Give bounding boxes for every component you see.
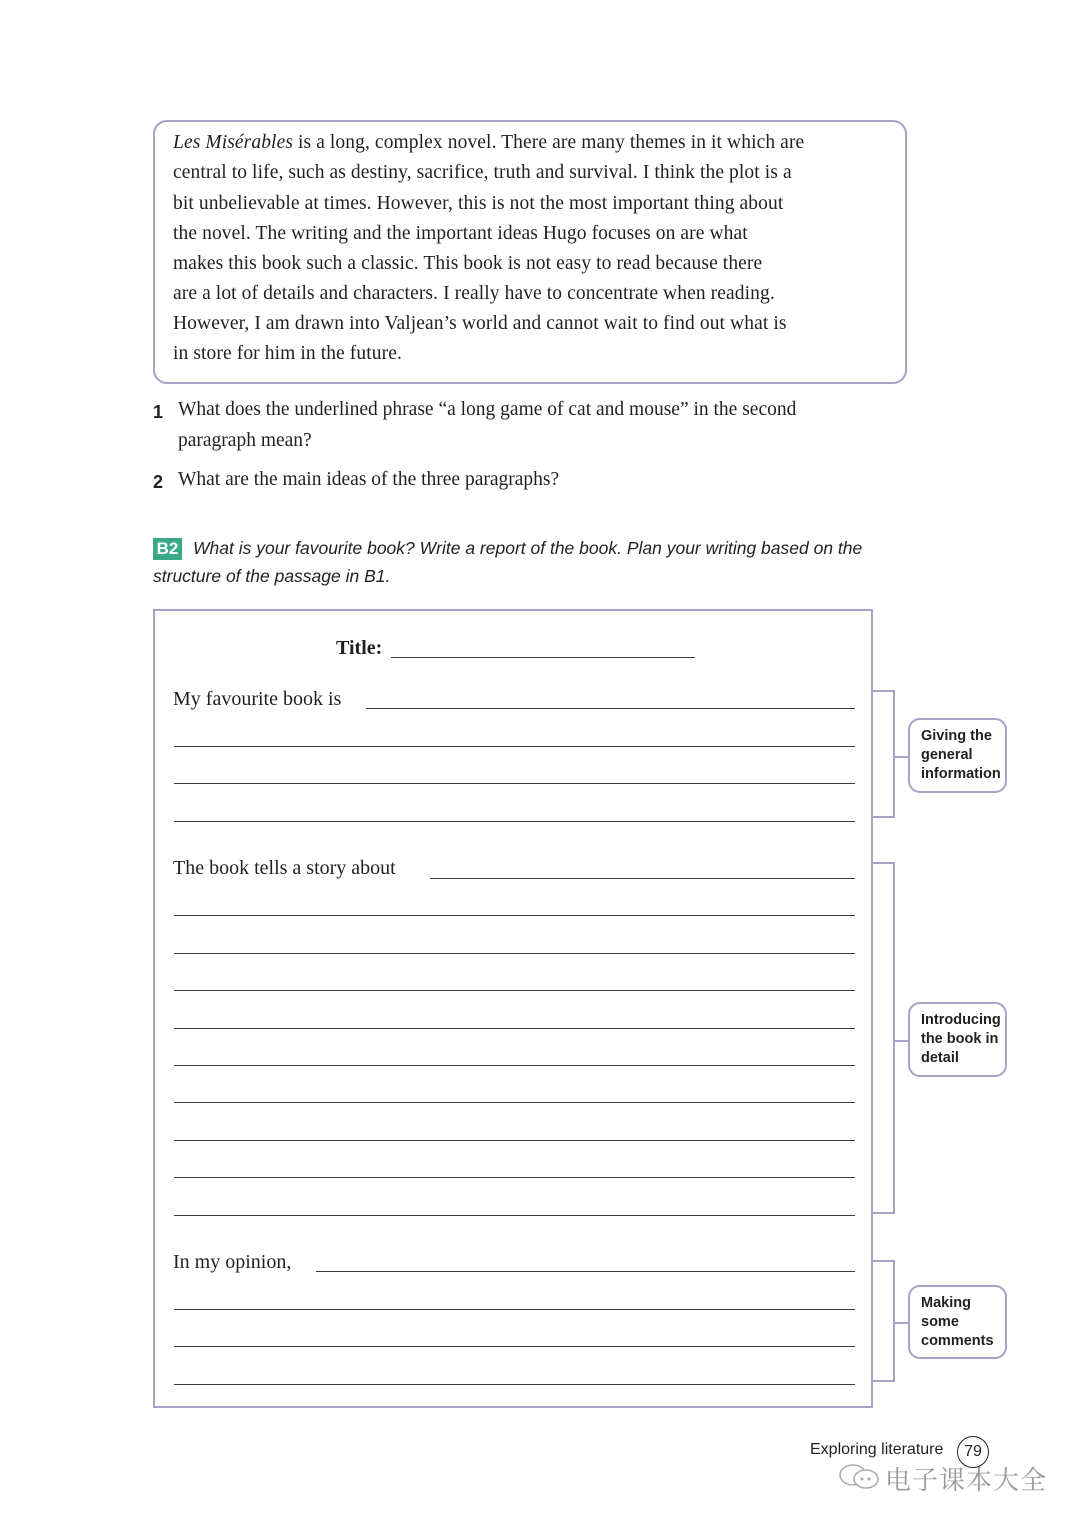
writing-line[interactable] [174,1384,855,1385]
task-badge: B2 [153,538,182,560]
side-label-line: comments [921,1333,994,1349]
section-prompt: In my opinion, [173,1251,292,1273]
passage-line: central to life, such as destiny, sacrifice, truth and survival. I think the plot is a [173,162,792,183]
question-text: What does the underlined phrase “a long game of cat and mouse” in the second [178,399,797,420]
writing-line[interactable] [174,1102,855,1103]
section-bracket [873,862,895,1214]
writing-line[interactable] [174,746,855,747]
task-instruction: structure of the passage in B1. [153,566,391,586]
side-label-line: information [921,766,1001,782]
writing-line[interactable] [174,1346,855,1347]
question-number: 1 [153,402,164,422]
passage-line: the novel. The writing and the important ideas Hugo focuses on are what [173,223,748,244]
section-side-label [908,1002,1007,1077]
passage-line: However, I am drawn into Valjean’s world and cannot wait to find out what is [173,313,787,334]
writing-line[interactable] [174,1065,855,1066]
writing-line[interactable] [174,1028,855,1029]
section-side-label [908,718,1007,793]
writing-line[interactable] [366,708,855,709]
writing-line[interactable] [174,1140,855,1141]
passage-line: in store for him in the future. [173,343,402,364]
section-bracket [873,1260,895,1382]
section-name: Exploring literature [810,1441,944,1458]
question-number: 2 [153,472,164,492]
writing-line[interactable] [174,1177,855,1178]
section-prompt: My favourite book is [173,688,342,710]
page-number: 79 [957,1436,989,1468]
side-label-line: Giving the [921,728,992,744]
side-label-line: detail [921,1050,959,1066]
task-instruction: What is your favourite book? Write a report of the book. Plan your writing based on the [193,538,863,558]
bracket-connector [893,1322,909,1324]
side-label-line: Introducing [921,1012,1001,1028]
passage-line: makes this book such a classic. This book is not easy to read because there [173,253,763,274]
writing-line[interactable] [174,783,855,784]
watermark: 电子课本大全 [885,1466,1048,1496]
side-label-line: some [921,1314,959,1330]
book-title: Les Misérables [173,132,294,153]
passage-line: bit unbelievable at times. However, this is not the most important thing about [173,193,784,214]
passage-text: is a long, complex novel. There are many themes in it which are [293,132,805,153]
writing-form [153,609,873,1408]
section-prompt: The book tells a story about [173,857,396,879]
writing-line[interactable] [174,990,855,991]
side-label-line: general [921,747,973,763]
section-side-label [908,1285,1007,1359]
passage-line: are a lot of details and characters. I really have to concentrate when reading. [173,283,775,304]
writing-line[interactable] [174,953,855,954]
writing-line[interactable] [316,1271,855,1272]
writing-line[interactable] [174,915,855,916]
question-text: paragraph mean? [178,430,312,451]
bracket-connector [893,756,909,758]
writing-line[interactable] [174,1309,855,1310]
writing-line[interactable] [174,821,855,822]
chat-bubble-icon [838,1462,882,1492]
side-label-line: the book in [921,1031,999,1047]
writing-line[interactable] [430,878,855,879]
writing-line[interactable] [174,1215,855,1216]
section-bracket [873,690,895,818]
title-label: Title: [336,637,383,659]
passage-line [173,132,804,154]
question-text: What are the main ideas of the three paragraphs? [178,469,560,490]
side-label-line: Making [921,1295,971,1311]
bracket-connector [893,1040,909,1042]
title-input-line[interactable] [391,657,695,658]
